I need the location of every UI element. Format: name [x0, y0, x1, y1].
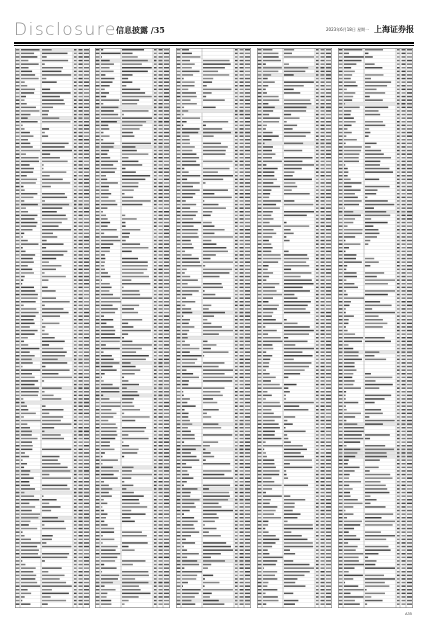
- masthead: [14, 20, 414, 42]
- header-rule-thin: [14, 45, 414, 46]
- section-title: 信息披露 /35: [116, 25, 165, 35]
- table-column-1: [15, 48, 90, 608]
- table-grid-3: [176, 48, 251, 608]
- page-number: A35: [405, 612, 412, 616]
- table-column-5: [338, 48, 413, 608]
- issue-date: 2023年6月18日 星期一: [326, 27, 370, 32]
- header-rule-thick: [14, 42, 414, 44]
- table-grid-5: [338, 48, 413, 608]
- table-grid-4: [257, 48, 332, 608]
- table-column-4: [257, 48, 332, 608]
- table-grid-2: [95, 48, 170, 608]
- brand-wordmark: Disclosure: [14, 20, 117, 40]
- table-grid-1: [15, 48, 90, 608]
- newspaper-name: 上海证券报: [374, 24, 414, 34]
- table-column-3: [176, 48, 251, 608]
- table-column-2: [95, 48, 170, 608]
